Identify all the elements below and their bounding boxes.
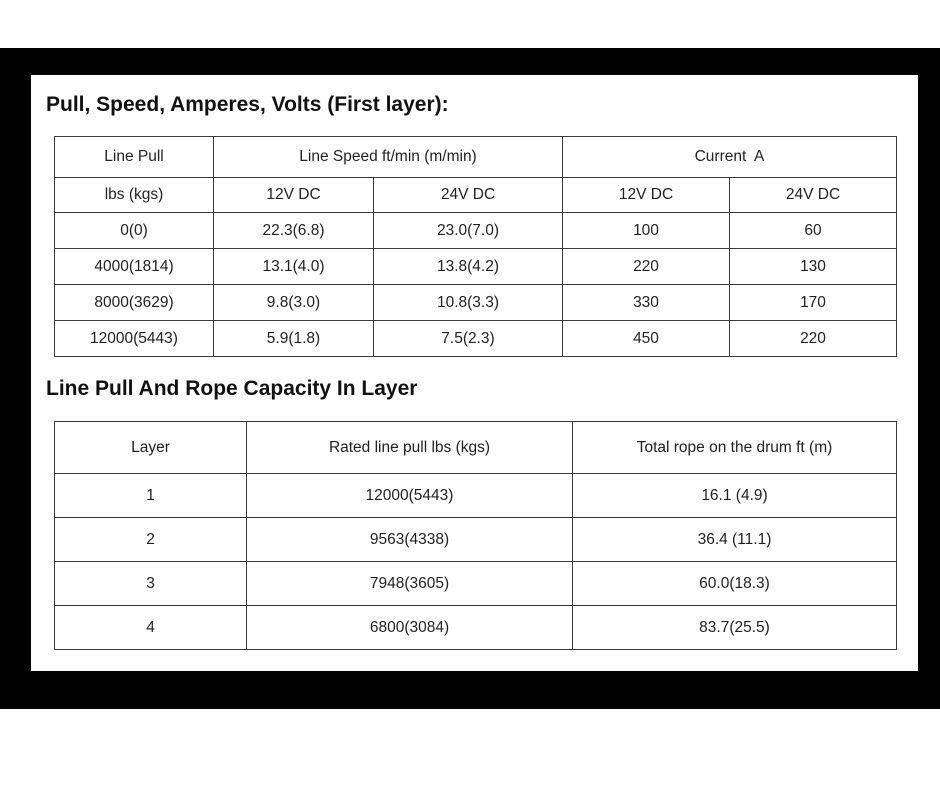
cell-layer: 4 xyxy=(55,606,247,650)
table-row xyxy=(55,518,897,562)
table-row xyxy=(55,321,897,357)
subheader-cell: 12V DC xyxy=(214,178,374,213)
cell-speed-24v: 10.8(3.3) xyxy=(374,285,563,321)
table-row xyxy=(55,606,897,650)
header-layer: Layer xyxy=(55,422,247,474)
table-row xyxy=(55,474,897,518)
cell-speed-12v: 5.9(1.8) xyxy=(214,321,374,357)
subheader-cell: 24V DC xyxy=(374,178,563,213)
cell-current-12v: 330 xyxy=(563,285,730,321)
cell-speed-24v: 13.8(4.2) xyxy=(374,249,563,285)
table-row xyxy=(55,213,897,249)
cell-current-24v: 130 xyxy=(730,249,897,285)
cell-line-pull: 0(0) xyxy=(55,213,214,249)
cell-speed-12v: 22.3(6.8) xyxy=(214,213,374,249)
cell-line-pull: 8000(3629) xyxy=(55,285,214,321)
cell-rated-pull: 6800(3084) xyxy=(247,606,573,650)
subheader-cell: 24V DC xyxy=(730,178,897,213)
section-title-rope-capacity: Line Pull And Rope Capacity In Layer xyxy=(46,377,418,400)
table-row xyxy=(55,562,897,606)
cell-speed-12v: 13.1(4.0) xyxy=(214,249,374,285)
cell-line-pull: 12000(5443) xyxy=(55,321,214,357)
header-line-speed: Line Speed ft/min (m/min) xyxy=(214,137,563,178)
table-row xyxy=(55,249,897,285)
cell-current-12v: 220 xyxy=(563,249,730,285)
rope-capacity-table xyxy=(54,421,897,650)
cell-current-24v: 60 xyxy=(730,213,897,249)
section-title-performance: Pull, Speed, Amperes, Volts (First layer): xyxy=(46,93,449,116)
header-rated-line-pull: Rated line pull lbs (kgs) xyxy=(247,422,573,474)
cell-layer: 3 xyxy=(55,562,247,606)
cell-current-24v: 170 xyxy=(730,285,897,321)
performance-table xyxy=(54,136,897,357)
cell-line-pull: 4000(1814) xyxy=(55,249,214,285)
subheader-cell: 12V DC xyxy=(563,178,730,213)
header-line-pull: Line Pull xyxy=(55,137,214,178)
cell-speed-24v: 23.0(7.0) xyxy=(374,213,563,249)
cell-rated-pull: 7948(3605) xyxy=(247,562,573,606)
header-row xyxy=(55,422,897,474)
cell-rated-pull: 12000(5443) xyxy=(247,474,573,518)
cell-current-12v: 450 xyxy=(563,321,730,357)
cell-current-12v: 100 xyxy=(563,213,730,249)
cell-total-rope: 83.7(25.5) xyxy=(573,606,897,650)
cell-speed-12v: 9.8(3.0) xyxy=(214,285,374,321)
cell-total-rope: 60.0(18.3) xyxy=(573,562,897,606)
cell-layer: 1 xyxy=(55,474,247,518)
table-row xyxy=(55,285,897,321)
subheader-cell: lbs (kgs) xyxy=(55,178,214,213)
header-total-rope: Total rope on the drum ft (m) xyxy=(573,422,897,474)
cell-current-24v: 220 xyxy=(730,321,897,357)
cell-total-rope: 36.4 (11.1) xyxy=(573,518,897,562)
header-current: Current A xyxy=(563,137,897,178)
cell-rated-pull: 9563(4338) xyxy=(247,518,573,562)
cell-total-rope: 16.1 (4.9) xyxy=(573,474,897,518)
header-row xyxy=(55,137,897,178)
cell-speed-24v: 7.5(2.3) xyxy=(374,321,563,357)
cell-layer: 2 xyxy=(55,518,247,562)
subheader-row xyxy=(55,178,897,213)
